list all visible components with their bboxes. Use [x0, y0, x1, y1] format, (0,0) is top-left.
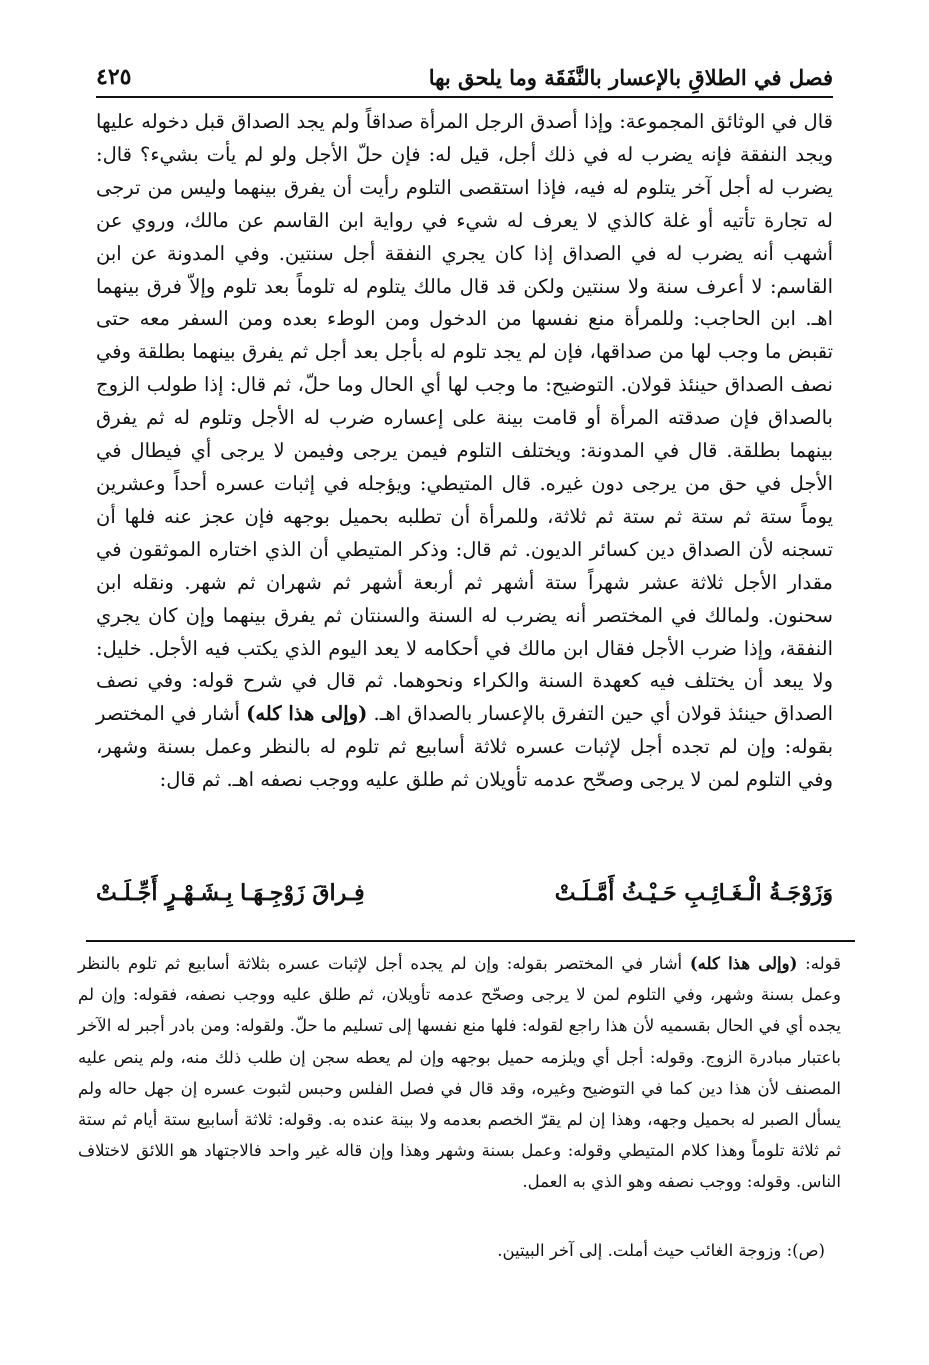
footnote-text: أشار في المختصر بقوله: وإن لم يجده أجل لإثبات عسره بثلاثة أسابيع ثم تلوم بالنظر وعمل بسنة وشهر، وفي التلوم لمن لا يرجى وصحّح عدمه تأويلان، ثم طلق عليه ووجب نصفه، فقوله: وإن لم يجده أي في الحال بقسميه لأن هذا راجع لقوله: فلها منع نفسها إلى تسليم ما حلّ. ولقوله: ومن بادر أجبر له الآخر باعتبار مبادرة الزوج. وقوله: أجل أي ويلزمه حميل بوجهه وإن لم يعطه سجن إن طلب ذلك منه، ولم ينص عليه المصنف لأن هذا دين كما في التوضيح وغيره، وقد قال في فصل الفلس وحبس لثبوت عسره إن جهل حاله ولم يسأل الصبر له بحميل وجهه، وهذا إن لم يقرّ الخصم بعدمه ولا بينة عنده به. وقوله: ثلاثة أسابيع ستة أيام ثم ستة ثم ثلاثة تلوماً وهذا كلام المتيطي وقوله: وعمل بسنة وشهر وهذا وإن قاله غير واحد فالاجتهاد هو اللائق لاختلاف الناس. وقوله: ووجب نصفه وهو الذي به العمل.: [78, 954, 841, 1192]
main-text-part-2: أشار في المختصر بقوله: وإن لم تجده أجل لإثبات عسره ثلاثة أسابيع ثم تلوم له بالنظر وعمل بسنة وشهر، وفي التلوم لمن لا يرجى وصحّح عدمه تأويلان ثم طلق عليه ووجب نصفه اهـ. ثم قال:: [96, 702, 833, 792]
main-paragraph: [96, 106, 833, 797]
footnote-paragraph: [78, 948, 841, 1198]
footnote-prefix: قوله:: [797, 954, 842, 973]
verse-second-hemistich: فِـراقَ زَوْجِـهَـا بِـشَـهْـرٍ أَجِّـلَـتْ: [96, 880, 365, 906]
main-text-part-1: قال في الوثائق المجموعة: وإذا أصدق الرجل المرأة صداقاً ولم يجد الصداق قبل دخوله عليها ويجد النفقة فإنه يضرب له في ذلك أجل، قيل له: فإن حلّ الأجل ولو لم يأت بشيء؟ قال: يضرب له أجل آخر يتلوم له فيه، فإذا استقصى التلوم رأيت أن يفرق بينهما وليس من ترجى له تجارة تأتيه أو غلة كالذي لا يعرف له شيء في رواية ابن القاسم عن مالك، وروي عن أشهب أنه يضرب له في الصداق إذا كان يجري النفقة أجل سنتين. وفي المدونة عن ابن القاسم: لا أعرف سنة ولا سنتين ولكن قد قال مالك يتلوم له تلوماً بعد تلوم وإلاّ فرق بينهما اهـ. ابن الحاجب: وللمرأة منع نفسها من الدخول ومن الوطء بعده ومن السفر معه حتى تقبض ما وجب لها من صداقها، فإن لم يجد تلوم له بأجل بعد أجل ثم يفرق بينهما بطلقة وفي نصف الصداق حينئذ قولان. التوضيح: ما وجب لها أي الحال وما حلّ، ثم قال: إذا طولب الزوج بالصداق فإن صدقته المرأة أو قامت بينة على إعساره ضرب له الأجل وتلوم له ثم يفرق بينهما بطلقة. قال في المدونة: ويختلف التلوم فيمن يرجى وفيمن لا يرجى أي فيطال في الأجل في حق من يرجى دون غيره. قال المتيطي: ويؤجله في إثبات عسره أحداً وعشرين يوماً ستة ثم ستة ثم ستة ثم ثلاثة، وللمرأة أن تطلبه بحميل بوجهه فإن عجز عنه فلها أن تسجنه لأن الصداق دين كسائر الديون. ثم قال: وذكر المتيطي أن الذي اختاره الموثقون في مقدار الأجل ثلاثة عشر شهراً ستة أشهر ثم أربعة أشهر ثم شهران ثم شهر. ونقله ابن سحنون. ولمالك في المختصر أنه يضرب له السنة والسنتان ثم يفرق بينهما وإن كان يجري النفقة، وإذا ضرب الأجل فقال ابن مالك في أحكامه لا يعد اليوم الذي يكتب فيه الأجل. خليل: ولا يبعد أن يختلف فيه كعهدة السنة والكراء ونحوهما. ثم قال في شرح قوله: وفي نصف الصداق حينئذ قولان أي حين التفرق بالإعسار بالصداق اهـ.: [96, 110, 833, 726]
footnote-block: [78, 948, 841, 1198]
main-text-block: [96, 106, 833, 797]
chapter-title: فصل في الطلاقِ بالإعسار بالنَّفَقَة وما يلحق بها: [428, 65, 833, 90]
main-text-bold: (وإلى هذا كله): [246, 702, 368, 726]
footnote-bold: (وإلى هذا كله): [689, 954, 798, 973]
page-header: [96, 56, 833, 98]
verse-first-hemistich: وَزَوْجَـةُ الْـغَـائِـبِ حَـيْـثُ أَمَّـلَـتْ: [554, 880, 833, 906]
footnote-2-block: [78, 1235, 825, 1266]
verse-line: [96, 880, 833, 920]
page-number: ٤٢٥: [96, 64, 132, 90]
footnote-2-text: (ص): وزوجة الغائب حيث أملت. إلى آخر البيتين.: [497, 1241, 825, 1260]
footnote-divider: [86, 940, 855, 942]
